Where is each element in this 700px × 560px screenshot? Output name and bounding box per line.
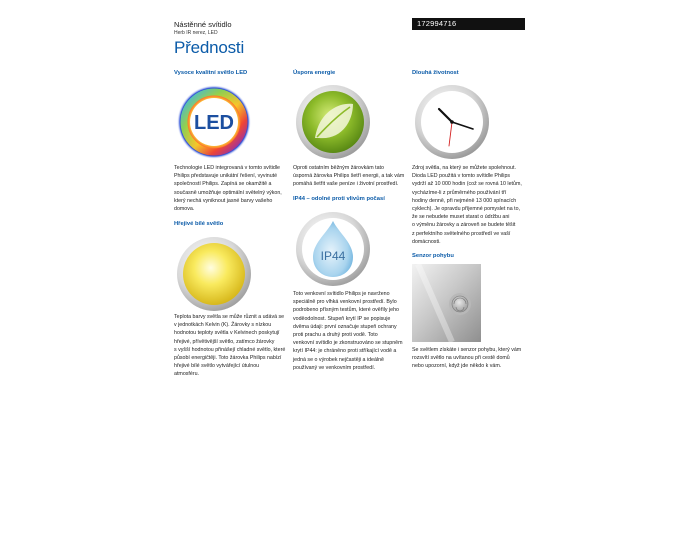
section-heading-warm: Hřejivé bílé světlo	[174, 221, 224, 227]
led-icon-text: LED	[194, 112, 234, 134]
product-subtitle: Herb IR nerez, LED	[174, 30, 218, 36]
section-text-warm: Teplota barvy světla se může různit a udává se v jednotkách Kelvin (K). Žárovky s nízkou hodnotou teploty světla v Kelvinech poskytují hřejivé, přívětivější světlo, zatímco žárovky s vyšší hodnotou přinášejí chladné světlo, které působí energičtěji. Toto žárovka Philips nabízí hřejivé bílé světlo vytvářející útulnou atmosféru.	[174, 314, 286, 378]
section-text-sensor: Se světlem získáte i senzor pohybu, který vám rozsvítí světlo na uvítanou při cestě domů nebo upozorní, když jde někdo k vám.	[412, 347, 522, 370]
led-icon	[174, 82, 254, 162]
warm-light-icon	[174, 234, 254, 314]
page-title: Přednosti	[174, 38, 245, 57]
section-heading-sensor: Senzor pohybu	[412, 253, 454, 259]
section-text-led: Technologie LED integrovaná v tomto svítidle Philips představuje unikátní řešení, vyvinuté společností Philips. Zapíná se okamžitě a současně umožňuje optimální světelný výkon, který nechá vyniknout jasné barvy vašeho domova.	[174, 165, 282, 213]
product-type: Nástěnné svítidlo	[174, 20, 232, 29]
section-heading-lifetime: Dlouhá životnost	[412, 70, 459, 76]
section-heading-led: Vysoce kvalitní světlo LED	[174, 70, 248, 76]
section-text-lifetime: Zdroj světla, na který se můžete spolehnout. Dioda LED použitá v tomto svítidle Philips vydrží až 10 000 hodin (což se rovná 10 letům, vycházíme-li z průměrného používání tří hodiny denně, při nejméně 13 000 spínacích cyklech). Je opravdu příjemné pomyslet na to, že se nebudete muset starat o údržbu ani o výměnu žárovky a zároveň se budete těšit z perfektního světelného prostředí ve vaší domácnosti.	[412, 165, 522, 245]
product-code: 172994716	[412, 18, 525, 30]
clock-icon	[412, 82, 492, 162]
section-text-ip44: Toto venkovní svítidlo Philips je navrženo speciálně pro vlhká venkovní prostředí. Bylo podrobeno přísným testům, které ověřily jeho voděodolnost. Stupeň krytí IP se popisuje dvěma údaji: první označuje stupeň ochrany proti prachu a druhý proti vodě. Toto venkovní svítidlo je zkonstruováno se stupněm krytí IP44: je chráněno proti stříkající vodě a jedná se o výrobek nejčastěji a ideálně používaný ve venkovním prostředí.	[293, 291, 403, 371]
section-heading-ip44: IP44 – odolné proti vlivům počasí	[293, 196, 385, 202]
ip44-icon-text: IP44	[320, 249, 346, 263]
leaf-icon	[293, 82, 373, 162]
section-text-energy: Oproti ostatním běžným žárovkám tato úsporná žárovka Philips šetří energii, a tak vám pomáhá šetřit vaše peníze i životní prostředí.	[293, 165, 405, 188]
section-heading-energy: Úspora energie	[293, 70, 336, 76]
water-drop-icon	[293, 209, 373, 289]
motion-sensor-image	[412, 264, 481, 342]
